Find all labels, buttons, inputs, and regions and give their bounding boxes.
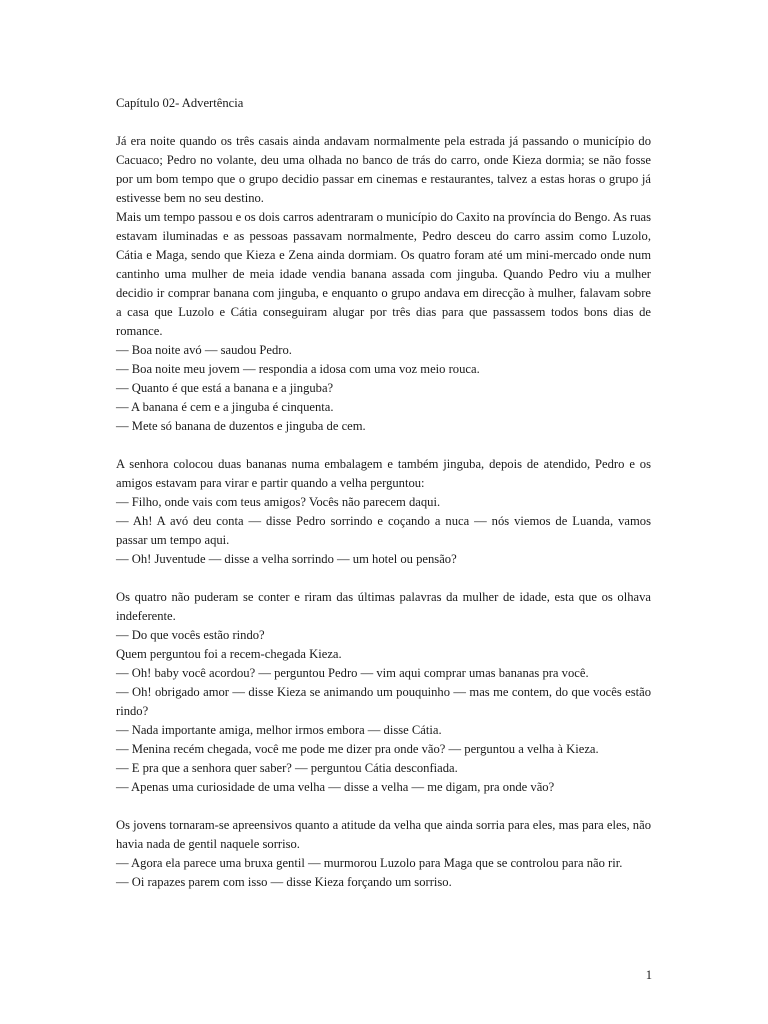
dialogue-line-5: — Mete só banana de duzentos e jinguba de cem. (116, 419, 366, 433)
paragraph-3: A senhora colocou duas bananas numa embalagem e também jinguba, depois de atendido, Pedro e os amigos estavam para virar e partir quando a velha perguntou: (116, 457, 651, 490)
document-page (116, 94, 651, 892)
dialogue-line-2: — Boa noite meu jovem — respondia a idosa com uma voz meio rouca. (116, 362, 480, 376)
paragraph-5: Quem perguntou foi a recem-chegada Kieza. (116, 647, 342, 661)
dialogue-line-10: — Oh! baby você acordou? — perguntou Pedro — vim aqui comprar umas bananas pra você. (116, 666, 589, 680)
dialogue-line-6: — Filho, onde vais com teus amigos? Vocês não parecem daqui. (116, 495, 441, 509)
chapter-title: Capítulo 02- Advertência (116, 96, 244, 110)
paragraph-2: Mais um tempo passou e os dois carros adentraram o município do Caxito na província do Bengo. As ruas estavam iluminadas e as pessoas passavam normalmente, Pedro desceu do carro assim como Luzolo, Cátia e Maga, sendo que Kieza e Zena ainda dormiam. Os quatro foram até um mini-mercado onde num cantinho uma mulher de meia idade vendia banana assada com jinguba. Quando Pedro viu a mulher decidio ir comprar banana com jinguba, e enquanto o grupo andava em direcção à mulher, falavam sobre a casa que Luzolo e Cátia conseguiram alugar por três dias para que passassem todos bons dias de romance. (116, 210, 651, 338)
blank-line (116, 797, 651, 816)
dialogue-line-9: — Do que vocês estão rindo? (116, 628, 265, 642)
paragraph-1: Já era noite quando os três casais ainda andavam normalmente pela estrada já passando o município do Cacuaco; Pedro no volante, deu uma olhada no banco de trás do carro, onde Kieza dormia; se não fosse por um bom tempo que o grupo decidio passar em cinemas e restaurantes, talvez a estas horas o grupo já estivesse bem no seu destino. (116, 134, 651, 205)
dialogue-line-11: — Oh! obrigado amor — disse Kieza se animando um pouquinho — mas me contem, do que vocês estão rindo? (116, 685, 651, 718)
dialogue-line-8: — Oh! Juventude — disse a velha sorrindo — um hotel ou pensão? (116, 552, 457, 566)
blank-line (116, 569, 651, 588)
dialogue-line-3: — Quanto é que está a banana e a jinguba? (116, 381, 334, 395)
dialogue-line-17: — Oi rapazes parem com isso — disse Kieza forçando um sorriso. (116, 875, 452, 889)
dialogue-line-13: — Menina recém chegada, você me pode me dizer pra onde vão? — perguntou a velha à Kieza. (116, 742, 599, 756)
page-number: 1 (645, 968, 652, 982)
dialogue-line-16: — Agora ela parece uma bruxa gentil — murmorou Luzolo para Maga que se controlou para não rir. (116, 856, 623, 870)
dialogue-line-1: — Boa noite avó — saudou Pedro. (116, 343, 292, 357)
dialogue-line-15: — Apenas uma curiosidade de uma velha — disse a velha — me digam, pra onde vão? (116, 780, 555, 794)
dialogue-line-12: — Nada importante amiga, melhor irmos embora — disse Cátia. (116, 723, 442, 737)
paragraph-6: Os jovens tornaram-se apreensivos quanto a atitude da velha que ainda sorria para eles, mas para eles, não havia nada de gentil naquele sorriso. (116, 818, 651, 851)
dialogue-line-7: — Ah! A avó deu conta — disse Pedro sorrindo e coçando a nuca — nós viemos de Luanda, vamos passar um tempo aqui. (116, 514, 651, 547)
blank-line (116, 436, 651, 455)
dialogue-line-14: — E pra que a senhora quer saber? — perguntou Cátia desconfiada. (116, 761, 458, 775)
dialogue-line-4: — A banana é cem e a jinguba é cinquenta. (116, 400, 334, 414)
paragraph-4: Os quatro não puderam se conter e riram das últimas palavras da mulher de idade, esta que os olhava indeferente. (116, 590, 651, 623)
